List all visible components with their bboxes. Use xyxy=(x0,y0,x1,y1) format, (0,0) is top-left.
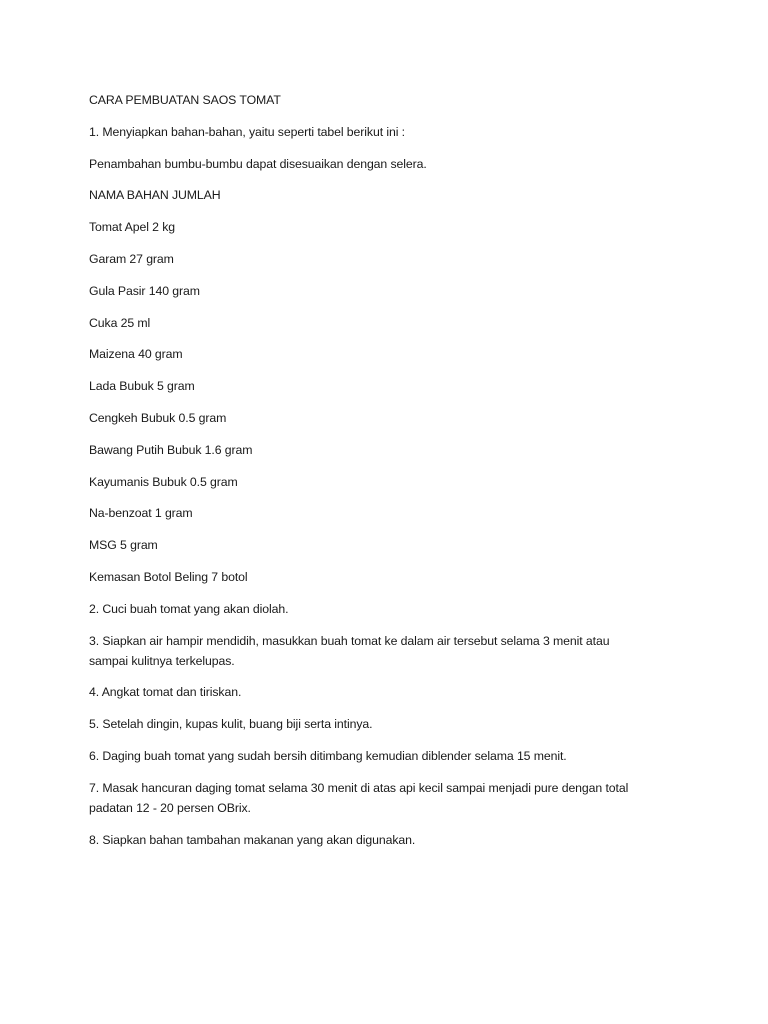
paragraph xyxy=(89,714,709,734)
title-text: CARA PEMBUATAN SAOS TOMAT xyxy=(89,93,281,107)
paragraph xyxy=(89,440,709,460)
paragraph xyxy=(89,154,709,174)
paragraph xyxy=(89,778,709,818)
paragraph xyxy=(89,249,709,269)
paragraph xyxy=(89,472,709,492)
paragraph xyxy=(89,503,709,523)
paragraph-line: 7. Masak hancuran daging tomat selama 30 menit di atas api kecil sampai menjadi pure dengan total xyxy=(89,780,629,795)
paragraph-line: 2. Cuci buah tomat yang akan diolah. xyxy=(89,601,289,616)
paragraph-line: Garam 27 gram xyxy=(89,251,174,266)
paragraph xyxy=(89,217,709,237)
paragraph xyxy=(89,535,709,555)
paragraph xyxy=(89,376,709,396)
paragraph xyxy=(89,830,709,850)
paragraph-line: Kemasan Botol Beling 7 botol xyxy=(89,569,248,584)
paragraph-line: 8. Siapkan bahan tambahan makanan yang akan digunakan. xyxy=(89,832,416,847)
paragraph-line: Gula Pasir 140 gram xyxy=(89,283,200,298)
paragraph-line: padatan 12 - 20 persen OBrix. xyxy=(89,800,251,815)
paragraph-line: Maizena 40 gram xyxy=(89,347,183,362)
paragraph-line: Kayumanis Bubuk 0.5 gram xyxy=(89,474,238,489)
paragraph-line: 6. Daging buah tomat yang sudah bersih ditimbang kemudian diblender selama 15 menit. xyxy=(89,748,567,763)
paragraph-line: NAMA BAHAN JUMLAH xyxy=(89,188,221,203)
paragraph-line: 5. Setelah dingin, kupas kulit, buang biji serta intinya. xyxy=(89,717,373,732)
paragraph-line: Cengkeh Bubuk 0.5 gram xyxy=(89,410,227,425)
paragraph xyxy=(89,122,709,142)
paragraph-line: Tomat Apel 2 kg xyxy=(89,220,175,235)
paragraph xyxy=(89,746,709,766)
paragraph xyxy=(89,185,709,205)
paragraph-line: Cuka 25 ml xyxy=(89,315,151,330)
paragraph-line: 1. Menyiapkan bahan-bahan, yaitu seperti tabel berikut ini : xyxy=(89,124,405,139)
paragraph xyxy=(89,631,709,671)
paragraph xyxy=(89,599,709,619)
paragraph xyxy=(89,344,709,364)
document-title xyxy=(89,90,709,110)
paragraph-line: Lada Bubuk 5 gram xyxy=(89,379,195,394)
paragraph xyxy=(89,281,709,301)
document-page xyxy=(89,90,709,861)
paragraph xyxy=(89,313,709,333)
paragraph xyxy=(89,682,709,702)
paragraph-line: Na-benzoat 1 gram xyxy=(89,506,193,521)
paragraph xyxy=(89,567,709,587)
paragraph-line: MSG 5 gram xyxy=(89,538,158,553)
paragraph-line: Penambahan bumbu-bumbu dapat disesuaikan dengan selera. xyxy=(89,156,427,171)
paragraph-line: sampai kulitnya terkelupas. xyxy=(89,653,235,668)
paragraph xyxy=(89,408,709,428)
paragraph-line: Bawang Putih Bubuk 1.6 gram xyxy=(89,442,253,457)
paragraph-line: 3. Siapkan air hampir mendidih, masukkan buah tomat ke dalam air tersebut selama 3 menit atau xyxy=(89,633,610,648)
paragraph-line: 4. Angkat tomat dan tiriskan. xyxy=(89,685,242,700)
